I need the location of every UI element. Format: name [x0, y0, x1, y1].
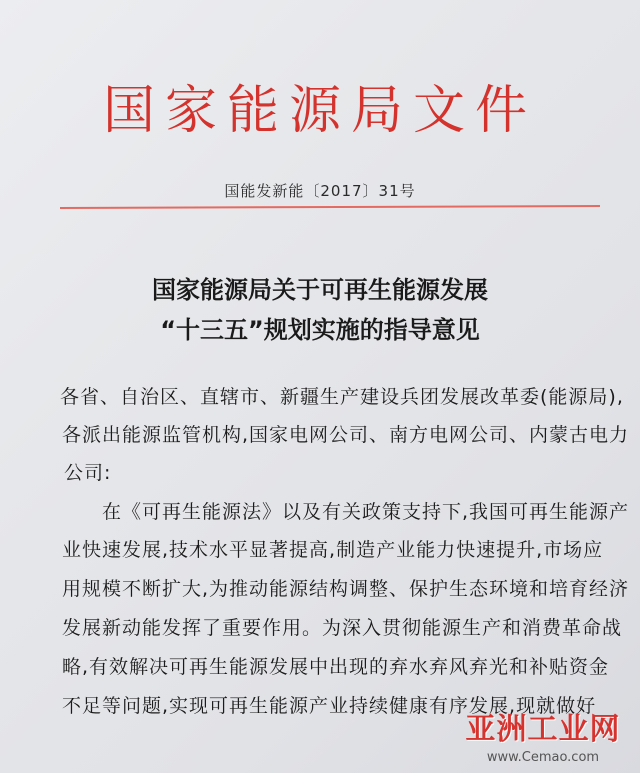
- document-number: 国能发新能〔2017〕31号: [224, 182, 416, 200]
- body-line: 公司:: [64, 462, 112, 484]
- body-line: 用规模不断扩大,为推动能源结构调整、保护生态环境和培育经济: [62, 578, 630, 600]
- body-line: 略,有效解决可再生能源发展中出现的弃水弃风弃光和补贴资金: [62, 656, 610, 678]
- watermark-url: www.Cemao.com: [486, 750, 600, 765]
- body-line: 业快速发展,技术水平显著提高,制造产业能力快速提升,市场应: [62, 539, 604, 561]
- document-heading-line-2: “十三五”规划实施的指导意见: [160, 316, 480, 344]
- body-line: 不足等问题,实现可再生能源产业持续健康有序发展,现就做好: [62, 695, 597, 717]
- document-heading-line-1: 国家能源局关于可再生能源发展: [152, 276, 488, 304]
- body-line: 各派出能源监管机构,国家电网公司、南方电网公司、内蒙古电力: [62, 424, 630, 446]
- body-line: 发展新动能发挥了重要作用。为深入贯彻能源生产和消费革命战: [62, 617, 623, 639]
- body-line: 各省、自治区、直辖市、新疆生产建设兵团发展改革委(能源局),: [60, 386, 624, 408]
- document-header-title: 国家能源局文件: [102, 81, 537, 141]
- watermark-logo: [458, 704, 628, 765]
- body-line: 在《可再生能源法》以及有关政策支持下,我国可再生能源产: [102, 501, 630, 523]
- red-divider-line: [60, 205, 600, 209]
- watermark-name: 亚洲工业网: [465, 712, 621, 747]
